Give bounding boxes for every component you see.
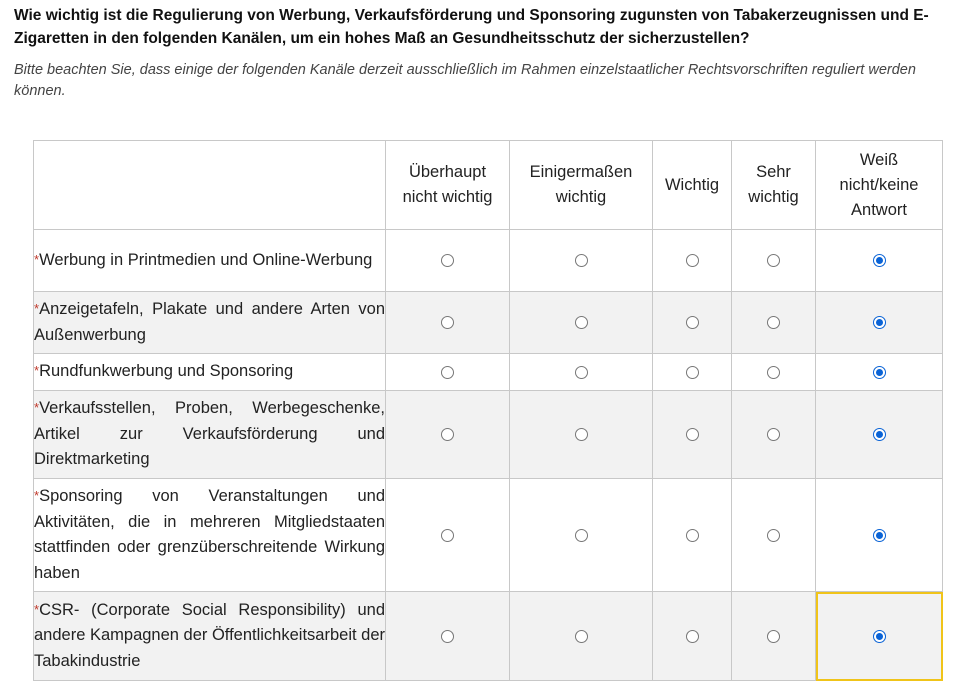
required-marker: * (34, 488, 40, 503)
radio-cell[interactable] (816, 230, 943, 292)
radio-not-important[interactable] (441, 254, 454, 267)
required-marker: * (34, 251, 40, 267)
radio-cell[interactable] (386, 230, 510, 292)
radio-cell[interactable] (386, 391, 510, 479)
radio-cell[interactable] (732, 391, 816, 479)
radio-cell[interactable] (510, 592, 653, 681)
radio-cell[interactable] (653, 230, 732, 292)
required-marker: * (34, 601, 40, 617)
column-header-dont-know: Weiß nicht/keine Antwort (816, 141, 943, 230)
radio-cell[interactable] (816, 479, 943, 592)
column-header-not-important: Überhaupt nicht wichtig (386, 141, 510, 230)
radio-not-important[interactable] (441, 529, 454, 542)
radio-dont-know[interactable] (873, 529, 886, 542)
radio-important[interactable] (686, 316, 699, 329)
radio-not-important[interactable] (441, 366, 454, 379)
radio-dont-know[interactable] (873, 428, 886, 441)
column-header-somewhat-important: Einigermaßen wichtig (510, 141, 653, 230)
radio-somewhat-important[interactable] (575, 529, 588, 542)
radio-very-important[interactable] (767, 630, 780, 643)
matrix-row (34, 391, 943, 479)
matrix-row (34, 292, 943, 354)
matrix-row (34, 479, 943, 592)
radio-cell[interactable] (653, 391, 732, 479)
radio-cell[interactable] (732, 592, 816, 681)
header-empty-cell (34, 141, 386, 230)
radio-important[interactable] (686, 366, 699, 379)
radio-cell[interactable] (732, 292, 816, 354)
radio-cell[interactable] (732, 354, 816, 391)
radio-important[interactable] (686, 529, 699, 542)
radio-somewhat-important[interactable] (575, 254, 588, 267)
radio-important[interactable] (686, 428, 699, 441)
radio-very-important[interactable] (767, 316, 780, 329)
radio-cell[interactable] (386, 479, 510, 592)
radio-cell[interactable] (816, 391, 943, 479)
radio-dont-know[interactable] (873, 254, 886, 267)
radio-cell[interactable] (816, 292, 943, 354)
radio-cell[interactable] (386, 354, 510, 391)
radio-cell[interactable] (732, 230, 816, 292)
radio-important[interactable] (686, 254, 699, 267)
radio-dont-know[interactable] (873, 630, 886, 643)
radio-somewhat-important[interactable] (575, 366, 588, 379)
matrix-row (34, 592, 943, 681)
radio-cell-focused[interactable] (816, 592, 943, 681)
question-note: Bitte beachten Sie, dass einige der folgenden Kanäle derzeit ausschließlich im Rahmen einzelstaatlicher Rechtsvorschriften reguliert werden können. (14, 62, 916, 99)
radio-cell[interactable] (653, 479, 732, 592)
radio-cell[interactable] (510, 230, 653, 292)
radio-cell[interactable] (510, 391, 653, 479)
radio-cell[interactable] (510, 479, 653, 592)
radio-not-important[interactable] (441, 630, 454, 643)
rating-matrix (33, 140, 943, 681)
radio-somewhat-important[interactable] (575, 316, 588, 329)
radio-very-important[interactable] (767, 529, 780, 542)
radio-cell[interactable] (653, 592, 732, 681)
radio-cell[interactable] (653, 292, 732, 354)
radio-dont-know[interactable] (873, 316, 886, 329)
row-label: *Verkaufsstellen, Proben, Werbegeschenke, Artikel zur Verkaufsförderung und Direktmarketing (34, 391, 386, 479)
matrix-row (34, 230, 943, 292)
radio-somewhat-important[interactable] (575, 428, 588, 441)
question-text: Wie wichtig ist die Regulierung von Werbung, Verkaufsförderung und Sponsoring zugunsten von Tabakerzeugnissen und E-Zigaretten in den folgenden Kanälen, um ein hohes Maß an Gesundheitsschutz der sicherzustellen? (14, 7, 929, 47)
radio-very-important[interactable] (767, 428, 780, 441)
radio-cell[interactable] (816, 354, 943, 391)
required-marker: * (34, 301, 40, 316)
column-header-important: Wichtig (653, 141, 732, 230)
radio-cell[interactable] (510, 354, 653, 391)
radio-important[interactable] (686, 630, 699, 643)
radio-dont-know[interactable] (873, 366, 886, 379)
required-marker: * (34, 363, 40, 379)
radio-somewhat-important[interactable] (575, 630, 588, 643)
radio-very-important[interactable] (767, 254, 780, 267)
matrix-row (34, 354, 943, 391)
required-marker: * (34, 400, 40, 416)
row-label: *Sponsoring von Veranstaltungen und Aktivitäten, die in mehreren Mitgliedstaaten stattfinden oder grenzüberschreitende Wirkung haben (34, 479, 386, 592)
radio-cell[interactable] (510, 292, 653, 354)
radio-cell[interactable] (386, 292, 510, 354)
matrix-header-row (34, 141, 943, 230)
radio-cell[interactable] (386, 592, 510, 681)
radio-cell[interactable] (653, 354, 732, 391)
radio-cell[interactable] (732, 479, 816, 592)
radio-not-important[interactable] (441, 428, 454, 441)
radio-very-important[interactable] (767, 366, 780, 379)
radio-not-important[interactable] (441, 316, 454, 329)
row-label: *Werbung in Printmedien und Online-Werbung (34, 230, 386, 292)
row-label: *CSR- (Corporate Social Responsibility) und andere Kampagnen der Öffentlichkeitsarbeit der Tabakindustrie (34, 592, 386, 681)
row-label: *Anzeigetafeln, Plakate und andere Arten von Außenwerbung (34, 292, 386, 354)
column-header-very-important: Sehr wichtig (732, 141, 816, 230)
row-label: *Rundfunkwerbung und Sponsoring (34, 354, 386, 391)
